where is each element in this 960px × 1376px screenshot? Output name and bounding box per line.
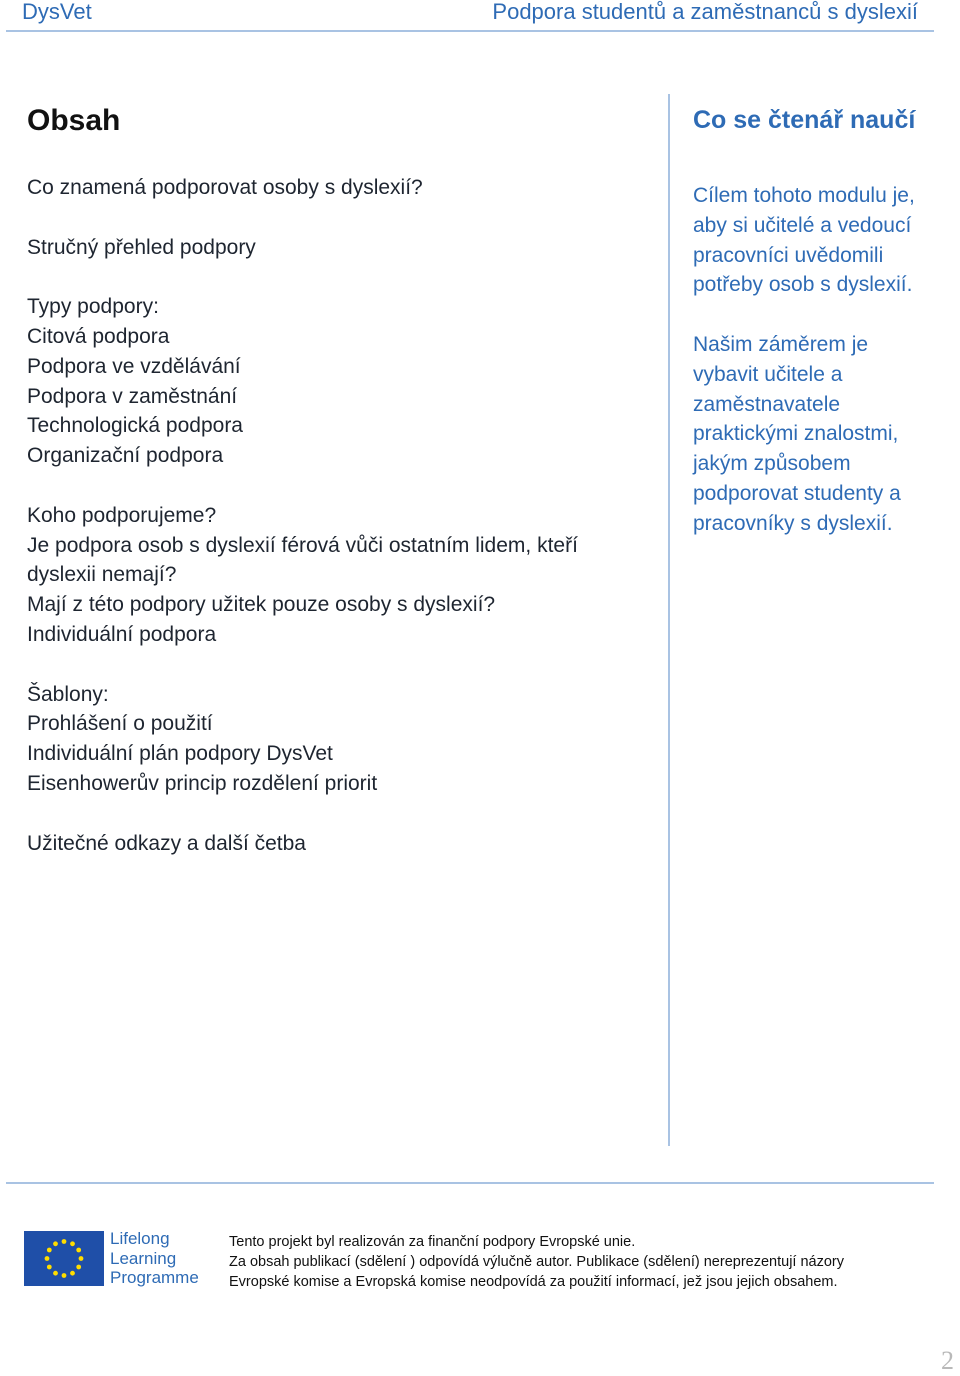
logo-line: Programme: [110, 1268, 199, 1287]
footer-divider: [6, 1182, 934, 1184]
lifelong-learning-logo: [24, 1229, 214, 1289]
toc-item[interactable]: Podpora ve vzdělávání: [27, 354, 241, 378]
toc-item[interactable]: Technologická podpora: [27, 414, 243, 438]
panel-paragraph: Cílem tohoto modulu je, aby si učitelé a vedoucí pracovníci uvědomili potřeby osob s dyslexií.: [693, 184, 915, 297]
toc-group: [27, 501, 647, 650]
toc-item[interactable]: Co znamená podporovat osoby s dyslexií?: [27, 176, 423, 199]
header-divider: [6, 30, 934, 32]
eu-flag-icon: [24, 1231, 104, 1286]
table-of-contents: [27, 103, 647, 888]
toc-item[interactable]: Citová podpora: [27, 324, 170, 348]
header-doc-name: DysVet: [22, 0, 92, 24]
funding-disclaimer: [229, 1232, 919, 1292]
eu-stars-icon: [24, 1231, 104, 1286]
toc-group: [27, 292, 647, 471]
toc-item[interactable]: Individuální podpora: [27, 622, 217, 646]
toc-group: [27, 829, 647, 859]
header-doc-title: Podpora studentů a zaměstnanců s dyslexií: [492, 0, 918, 24]
toc-item[interactable]: Typy podpory:: [27, 295, 159, 319]
toc-item[interactable]: Koho podporujeme?: [27, 503, 217, 527]
toc-item[interactable]: Individuální plán podpory DysVet: [27, 742, 333, 766]
toc-item[interactable]: Podpora v zaměstnání: [27, 384, 238, 408]
learning-outcomes-panel: [693, 104, 938, 568]
disclaimer-line: Tento projekt byl realizován za finanční podpory Evropské unie.: [229, 1234, 636, 1250]
toc-item[interactable]: Eisenhowerův princip rozdělení priorit: [27, 771, 378, 795]
logo-line: Learning: [110, 1248, 177, 1268]
column-divider: [668, 94, 670, 1146]
toc-item[interactable]: Organizační podpora: [27, 444, 224, 468]
panel-paragraph: Našim záměrem je vybavit učitele a zaměstnavatele praktickými znalostmi, jakým způsobem podporovat studenty a pracovníky s dyslexií.: [693, 332, 901, 535]
page-number: 2: [941, 1346, 954, 1375]
toc-item[interactable]: Užitečné odkazy a další četba: [27, 831, 306, 855]
toc-item[interactable]: Mají z této podpory užitek pouze osoby s dyslexií?: [27, 593, 496, 617]
toc-item[interactable]: Je podpora osob s dyslexií férová vůči ostatním lidem, kteří dyslexii nemají?: [27, 533, 578, 587]
disclaimer-line: Za obsah publikací (sdělení ) odpovídá výlučně autor. Publikace (sdělení) nereprezentují názory: [229, 1254, 844, 1270]
disclaimer-line: Evropské komise a Evropská komise neodpovídá za použití informací, jež jsou jejich obsahem.: [229, 1274, 838, 1290]
toc-group: [27, 233, 647, 263]
toc-group: [27, 680, 647, 799]
toc-item[interactable]: Šablony:: [27, 682, 109, 706]
toc-item[interactable]: Prohlášení o použití: [27, 712, 213, 736]
logo-line: Lifelong: [110, 1229, 170, 1248]
toc-item[interactable]: Stručný přehled podpory: [27, 235, 256, 259]
panel-title: Co se čtenář naučí: [693, 106, 916, 134]
toc-title: Obsah: [27, 104, 121, 137]
toc-group: [27, 173, 647, 203]
programme-name: [110, 1229, 199, 1288]
